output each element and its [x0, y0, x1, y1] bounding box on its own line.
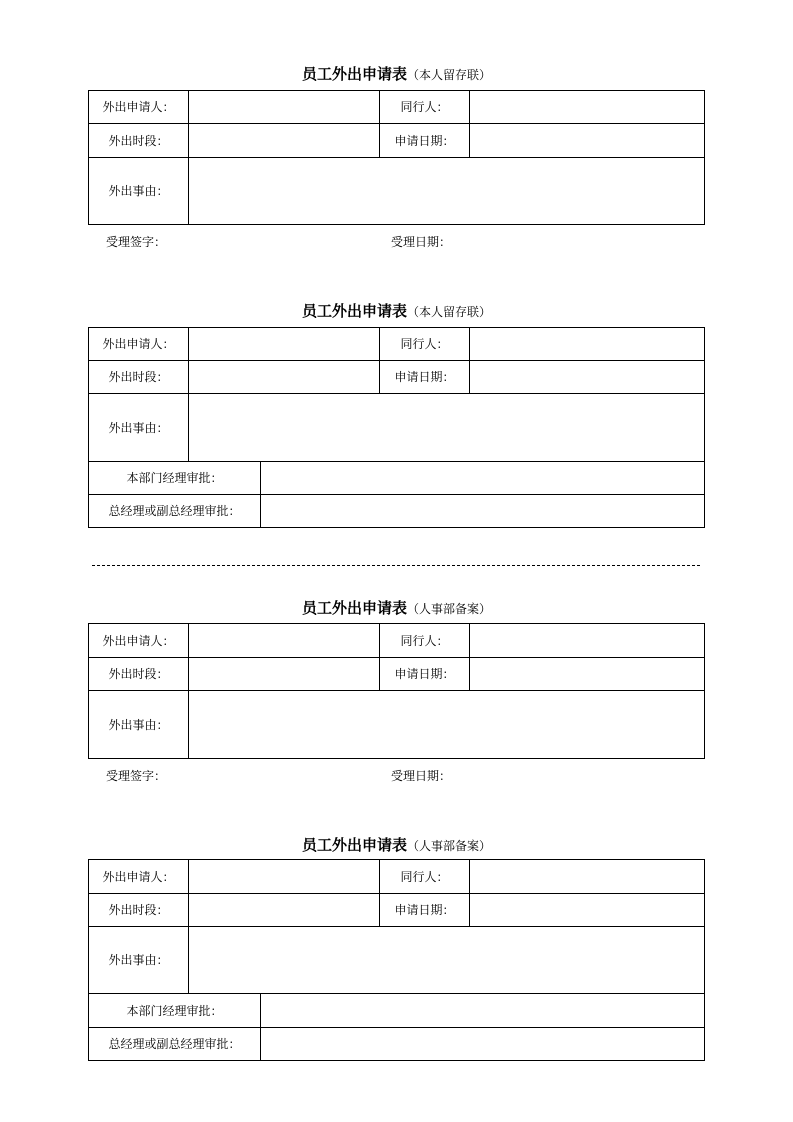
period-label: 外出时段：: [89, 894, 189, 927]
apply-date-label: 申请日期：: [380, 894, 470, 927]
apply-date-field[interactable]: [470, 894, 705, 927]
dept-manager-approval-label: 本部门经理审批：: [89, 994, 261, 1028]
period-field[interactable]: [189, 361, 380, 394]
form-title: [0, 302, 793, 321]
form-title-text: 员工外出申请表: [301, 836, 407, 854]
gm-approval-label: 总经理或副总经理审批：: [89, 495, 261, 528]
apply-date-field[interactable]: [470, 658, 705, 691]
gm-approval-field[interactable]: [261, 1028, 705, 1061]
form-subtitle: （本人留存联）: [407, 305, 492, 319]
companion-field[interactable]: [470, 860, 705, 894]
period-label: 外出时段：: [89, 658, 189, 691]
application-table: [88, 90, 705, 225]
receive-date-label: 受理日期：: [391, 769, 452, 783]
reason-field[interactable]: [189, 394, 705, 462]
period-label: 外出时段：: [89, 124, 189, 158]
apply-date-label: 申请日期：: [380, 124, 470, 158]
form-subtitle: （本人留存联）: [407, 68, 492, 82]
apply-date-field[interactable]: [470, 361, 705, 394]
companion-label: 同行人：: [380, 860, 470, 894]
form-title: [0, 65, 793, 84]
dept-manager-approval-label: 本部门经理审批：: [89, 462, 261, 495]
applicant-field[interactable]: [189, 624, 380, 658]
applicant-field[interactable]: [189, 860, 380, 894]
gm-approval-label: 总经理或副总经理审批：: [89, 1028, 261, 1061]
period-field[interactable]: [189, 124, 380, 158]
application-table: [88, 327, 705, 528]
reason-label: 外出事由：: [89, 927, 189, 994]
companion-field[interactable]: [470, 328, 705, 361]
period-label: 外出时段：: [89, 361, 189, 394]
reason-label: 外出事由：: [89, 158, 189, 225]
reason-field[interactable]: [189, 158, 705, 225]
application-table: [88, 623, 705, 759]
form-title-text: 员工外出申请表: [301, 302, 407, 320]
form-title: [0, 599, 793, 618]
applicant-label: 外出申请人：: [89, 91, 189, 124]
applicant-field[interactable]: [189, 328, 380, 361]
receive-date-label: 受理日期：: [391, 235, 452, 249]
applicant-label: 外出申请人：: [89, 860, 189, 894]
apply-date-label: 申请日期：: [380, 658, 470, 691]
application-table: [88, 859, 705, 1061]
cut-line-divider: [92, 565, 700, 566]
reason-field[interactable]: [189, 691, 705, 759]
reason-field[interactable]: [189, 927, 705, 994]
applicant-field[interactable]: [189, 91, 380, 124]
companion-label: 同行人：: [380, 91, 470, 124]
companion-label: 同行人：: [380, 624, 470, 658]
companion-field[interactable]: [470, 624, 705, 658]
gm-approval-field[interactable]: [261, 495, 705, 528]
applicant-label: 外出申请人：: [89, 328, 189, 361]
period-field[interactable]: [189, 658, 380, 691]
dept-manager-approval-field[interactable]: [261, 462, 705, 495]
apply-date-field[interactable]: [470, 124, 705, 158]
apply-date-label: 申请日期：: [380, 361, 470, 394]
companion-field[interactable]: [470, 91, 705, 124]
applicant-label: 外出申请人：: [89, 624, 189, 658]
form-subtitle: （人事部备案）: [407, 839, 492, 853]
form-title: [0, 836, 793, 855]
companion-label: 同行人：: [380, 328, 470, 361]
form-title-text: 员工外出申请表: [301, 599, 407, 617]
receiver-sign-label: 受理签字：: [106, 235, 167, 249]
form-title-text: 员工外出申请表: [301, 65, 407, 83]
receiver-sign-label: 受理签字：: [106, 769, 167, 783]
reason-label: 外出事由：: [89, 691, 189, 759]
form-subtitle: （人事部备案）: [407, 602, 492, 616]
dept-manager-approval-field[interactable]: [261, 994, 705, 1028]
reason-label: 外出事由：: [89, 394, 189, 462]
period-field[interactable]: [189, 894, 380, 927]
